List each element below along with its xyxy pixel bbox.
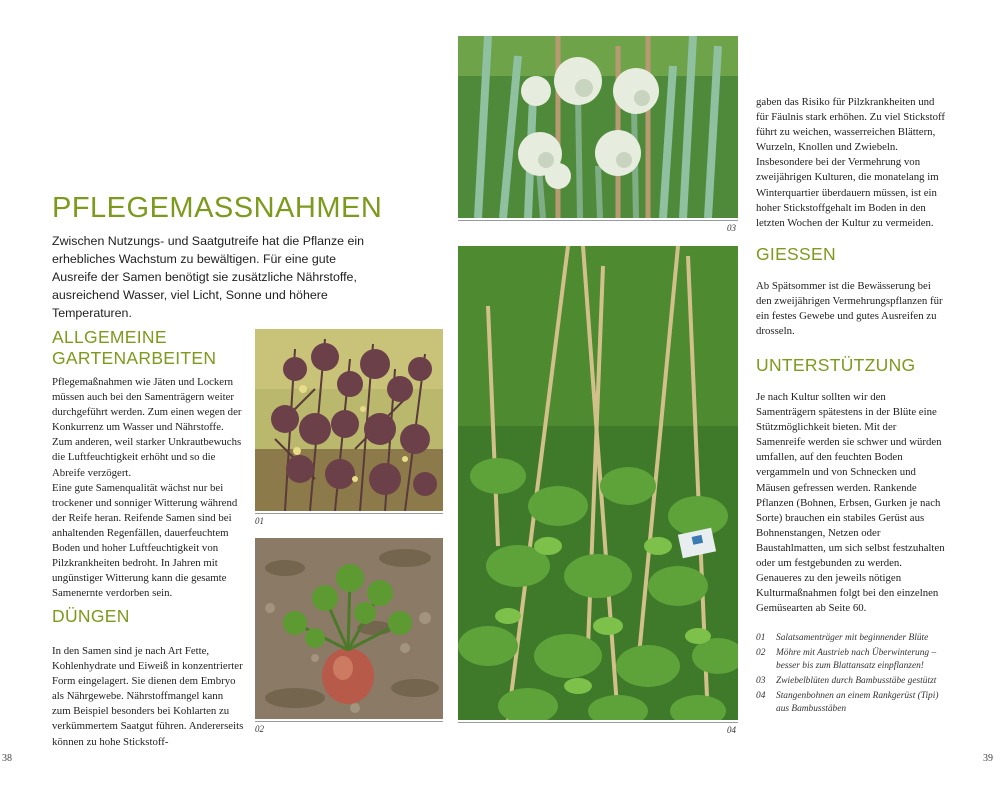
- photo-onion-flowers: [458, 36, 738, 218]
- caption-list: [756, 632, 948, 716]
- caption-number: 02: [756, 648, 766, 658]
- section-heading-garden: [52, 327, 216, 369]
- garden-paragraph-1: Pflegemaßnahmen wie Jäten und Lockern müssen auch bei den Samenträgern weiter durchgeführt werden. Zum einen wegen der Konkurrenz um Wasser und Nährstoffe. Zum anderen, weil starker Unkrautbewuchs die Luftfeuchtigkeit erhöht und so die Abreife verzögert.: [52, 376, 242, 479]
- photo-01-rule: [255, 513, 443, 514]
- garden-paragraph-2: Eine gute Samenqualität wächst nur bei trockener und sonniger Witterung während der Reife heran. Reifende Samen sind bei anhaltenden Regenfällen, dauerfeuchtem Boden und hoher Luftfeuchtigkeit von Pilzkrankheiten bedroht. In Jahren mit ungünstiger Witterung kann die gesamte Samenernte verdorben sein.: [52, 481, 238, 600]
- page-number-left: 38: [2, 753, 12, 764]
- photo-03-number: 03: [727, 223, 736, 233]
- garden-text-block: [52, 375, 244, 601]
- continued-paragraph: gaben das Risiko für Pilzkrankheiten und für Fäulnis stark erhöhen. Zu viel Stickstoff führt zu weichen, wasserreichen Blättern, Wurzeln, Knollen und Zwiebeln. Insbesondere bei der Vermehrung von zweijährigen Kulturen, die monatelang im Winterquartier überdauern müssen, ist ein hoher Stickstoffgehalt im Boden in den letzten Wochen der Kultur zu vermeiden.: [756, 96, 946, 229]
- section-heading-unterstuetzung: UNTERSTÜTZUNG: [756, 355, 916, 375]
- caption-number: 01: [756, 633, 766, 643]
- caption-text: Zwiebelblüten durch Bambusstäbe gestützt: [776, 676, 937, 686]
- garden-heading-line2: GARTENARBEITEN: [52, 348, 217, 368]
- photo-03-rule: [458, 220, 738, 221]
- giessen-paragraph: Ab Spätsommer ist die Bewässerung bei den zweijährigen Vermehrungspflanzen für ein festes Gewebe und gutes Ausreifen zu drosseln.: [756, 280, 943, 338]
- caption-text: Stangenbohnen an einem Rankgerüst (Tipi) aus Bambusstäben: [776, 691, 939, 714]
- caption-item: [756, 690, 948, 716]
- photo-02-rule: [255, 721, 443, 722]
- photo-04-rule: [458, 722, 738, 723]
- caption-item: [756, 675, 948, 688]
- photo-runner-beans-tipi: [458, 246, 738, 720]
- unterstuetzung-paragraph: Je nach Kultur sollten wir den Samenträgern spätestens in der Blüte eine Stützmöglichkeit bieten. Mit der Samenreife werden sie schwer und würden umfallen, auf den feuchten Boden vergammeln und von Schnecken und Mäusen gefressen werden. Rankende Pflanzen (Bohnen, Erbsen, Gurken je nach Sorte) brauchen ein stabiles Gerüst aus Bohnenstangen, Netzen oder Baustahlmatten, um sich selbst festzuhalten oder um festgebunden zu werden. Genaueres zu den jeweils nötigen Kulturmaßnahmen folgt bei den einzelnen Gemüsearten ab Seite 60.: [756, 391, 945, 615]
- caption-item: [756, 632, 948, 645]
- photo-02-number: 02: [255, 724, 264, 734]
- garden-heading-line1: ALLGEMEINE: [52, 327, 167, 347]
- caption-number: 03: [756, 676, 766, 686]
- photo-lettuce-seed-plant: [255, 329, 443, 511]
- section-heading-giessen: GIESSEN: [756, 244, 836, 264]
- section-heading-duengen: DÜNGEN: [52, 606, 130, 626]
- intro-paragraph: Zwischen Nutzungs- und Saatgutreife hat die Pflanze ein erhebliches Wachstum zu bewältigen. Für eine gute Ausreife der Samen benötigt sie zusätzliche Nährstoffe, ausreichend Wasser, viel Licht, Sonne und höhere Temperaturen.: [52, 234, 365, 320]
- page-title: PFLEGEMASSNAHMEN: [52, 192, 383, 224]
- duengen-paragraph: In den Samen sind je nach Art Fette, Kohlenhydrate und Eiweiß in konzentrierter Form eingelagert. Sie dienen dem Embryo als Nährgewebe. Nährstoffmangel kann zum Beispiel besonders bei Kohlarten zu verkümmertem Saatgut führen. Andererseits können zu hohe Stickstoff-: [52, 645, 244, 748]
- caption-text: Möhre mit Austrieb nach Überwinterung – besser bis zum Blattansatz einpflanzen!: [776, 648, 937, 671]
- photo-carrot-overwintered: [255, 538, 443, 719]
- caption-number: 04: [756, 691, 766, 701]
- page-number-right: 39: [983, 753, 993, 764]
- photo-01-number: 01: [255, 516, 264, 526]
- caption-text: Salatsamenträger mit beginnender Blüte: [776, 633, 929, 643]
- photo-04-number: 04: [727, 725, 736, 735]
- caption-item: [756, 647, 948, 673]
